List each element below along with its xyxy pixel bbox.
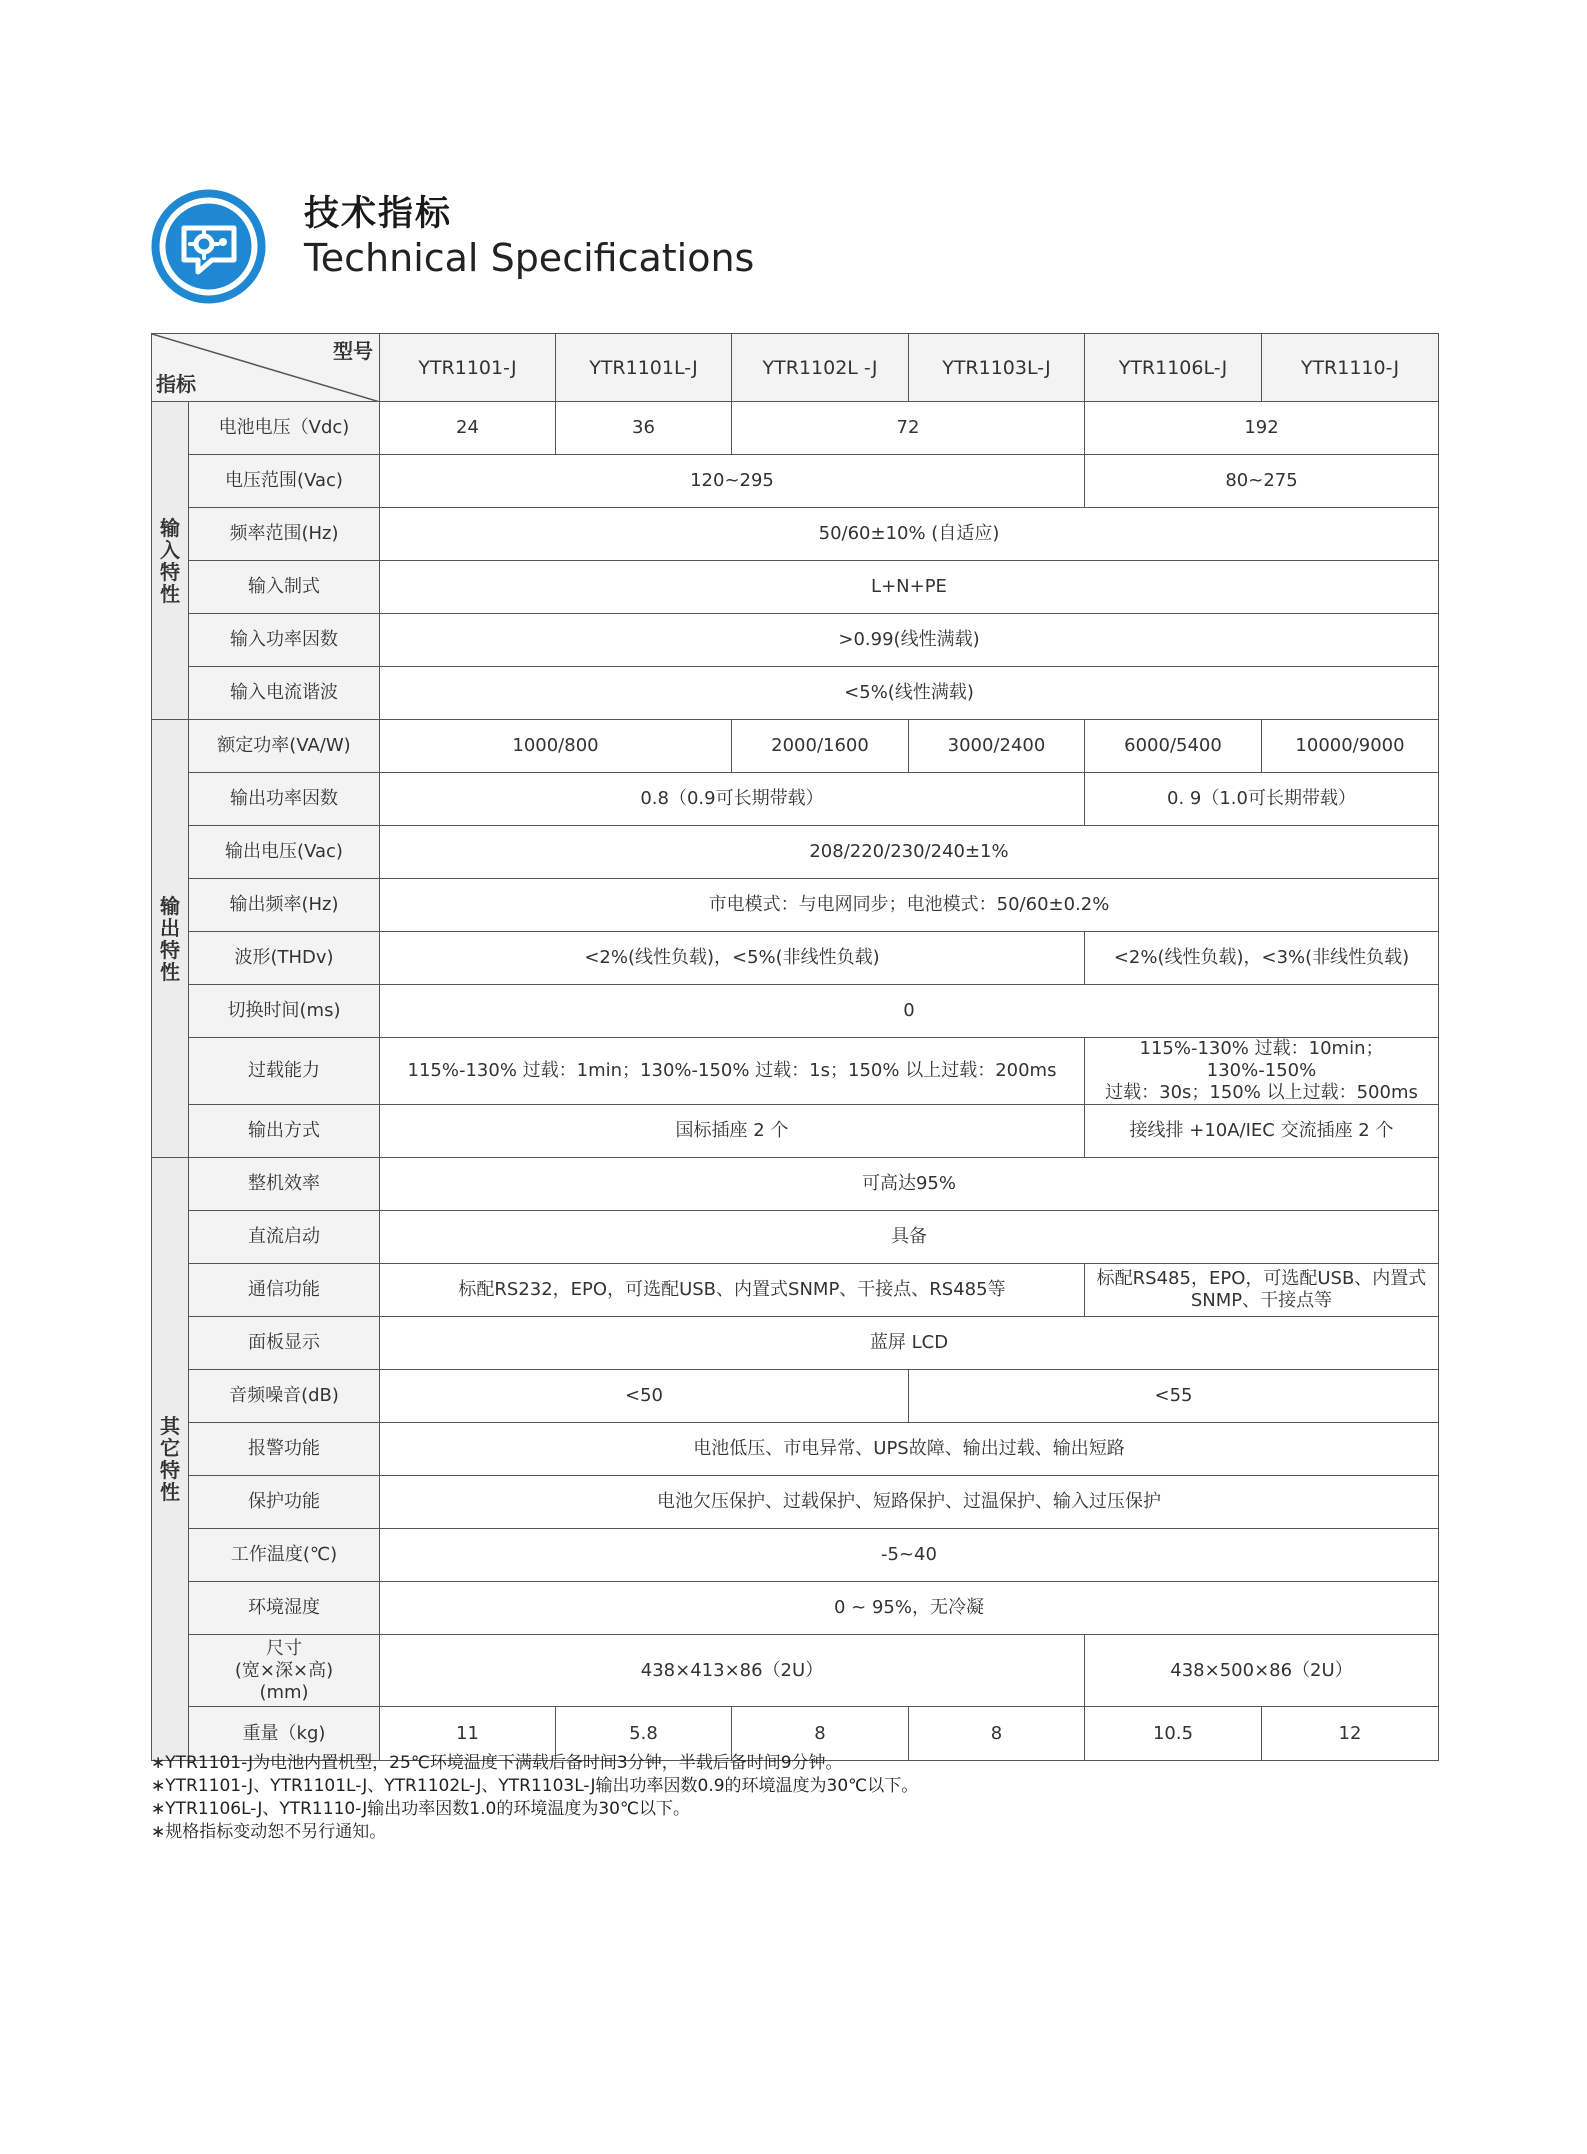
- row-label: 面板显示: [189, 1317, 380, 1370]
- row-label: 过载能力: [189, 1038, 380, 1105]
- footnote: ∗规格指标变动恕不另行通知。: [151, 1822, 387, 1842]
- table-cell: 3000/2400: [909, 720, 1085, 773]
- category-char: 特: [160, 937, 180, 962]
- cell-line: 过载：30s；150% 以上过载：500ms: [1105, 1082, 1418, 1103]
- category-char: 性: [160, 581, 180, 606]
- table-cell: 1000/800: [380, 720, 732, 773]
- table-cell: 电池欠压保护、过载保护、短路保护、过温保护、输入过压保护: [380, 1476, 1439, 1529]
- label-line: 尺寸: [266, 1637, 302, 1659]
- table-row: [152, 1105, 1439, 1158]
- table-cell: 国标插座 2 个: [380, 1105, 1085, 1158]
- table-cell: 50/60±10% (自适应): [380, 508, 1439, 561]
- model-header: YTR1110-J: [1262, 334, 1439, 402]
- group-other-label: [152, 1158, 189, 1761]
- category-char: 它: [160, 1436, 180, 1460]
- footnote: ∗YTR1101-J、YTR1101L-J、YTR1102L-J、YTR1103L-J输出功率因数0.9的环境温度为30℃以下。: [151, 1776, 919, 1796]
- group-output-label: [152, 720, 189, 1158]
- table-cell: 120~295: [380, 455, 1085, 508]
- category-char: 特: [160, 559, 180, 584]
- table-row: [152, 402, 1439, 455]
- table-header-row: [152, 334, 1439, 402]
- corner-cell: [152, 334, 380, 402]
- table-cell: <55: [909, 1370, 1439, 1423]
- table-cell: 0: [380, 985, 1439, 1038]
- cell-line: 标配RS485，EPO，可选配USB、内置式: [1096, 1268, 1427, 1289]
- table-row: [152, 879, 1439, 932]
- table-row: [152, 720, 1439, 773]
- table-cell: 6000/5400: [1085, 720, 1262, 773]
- spec-table: [151, 333, 1439, 1761]
- table-row: [152, 1423, 1439, 1476]
- table-row: [152, 1476, 1439, 1529]
- category-char: 性: [160, 1480, 180, 1504]
- model-header: YTR1101-J: [380, 334, 556, 402]
- table-cell: 10000/9000: [1262, 720, 1439, 773]
- table-row: [152, 1211, 1439, 1264]
- table-cell: 208/220/230/240±1%: [380, 826, 1439, 879]
- table-row: [152, 1264, 1439, 1317]
- table-row: [152, 508, 1439, 561]
- row-label: 重量（kg): [189, 1707, 380, 1761]
- table-cell: 可高达95%: [380, 1158, 1439, 1211]
- table-cell: 115%-130% 过载：1min；130%-150% 过载：1s；150% 以上过载：200ms: [380, 1038, 1085, 1105]
- table-row: [152, 1038, 1439, 1105]
- page-header: [150, 186, 1050, 306]
- table-row: [152, 1370, 1439, 1423]
- table-cell: 12: [1262, 1707, 1439, 1761]
- table-cell: >0.99(线性满载): [380, 614, 1439, 667]
- row-label: 输出电压(Vac): [189, 826, 380, 879]
- row-label: 直流启动: [189, 1211, 380, 1264]
- category-char: 输: [160, 893, 180, 918]
- table-cell: 5.8: [556, 1707, 732, 1761]
- row-label: 额定功率(VA/W): [189, 720, 380, 773]
- table-cell: <2%(线性负载)，<3%(非线性负载): [1085, 932, 1439, 985]
- table-row: [152, 1635, 1439, 1707]
- row-label: 波形(THDv): [189, 932, 380, 985]
- row-label: 环境湿度: [189, 1582, 380, 1635]
- row-label: 输出方式: [189, 1105, 380, 1158]
- model-header: YTR1102L -J: [732, 334, 909, 402]
- page-title-en: Technical Specifications: [304, 236, 755, 280]
- row-label: 保护功能: [189, 1476, 380, 1529]
- table-cell: [1085, 1264, 1439, 1317]
- table-cell: 80~275: [1085, 455, 1439, 508]
- settings-chat-icon: [150, 188, 267, 305]
- table-cell: 10.5: [1085, 1707, 1262, 1761]
- table-row: [152, 1582, 1439, 1635]
- table-cell: <2%(线性负载)，<5%(非线性负载): [380, 932, 1085, 985]
- table-cell: 438×500×86（2U）: [1085, 1635, 1439, 1707]
- table-row: [152, 1529, 1439, 1582]
- category-char: 出: [160, 915, 180, 940]
- model-header: YTR1106L-J: [1085, 334, 1262, 402]
- category-char: 其: [160, 1414, 180, 1438]
- category-char: 入: [160, 537, 180, 562]
- table-cell: 8: [909, 1707, 1085, 1761]
- table-cell: -5~40: [380, 1529, 1439, 1582]
- table-cell: 0 ~ 95%，无冷凝: [380, 1582, 1439, 1635]
- table-cell: 0. 9（1.0可长期带载）: [1085, 773, 1439, 826]
- table-row: [152, 1317, 1439, 1370]
- table-cell: 标配RS232，EPO，可选配USB、内置式SNMP、干接点、RS485等: [380, 1264, 1085, 1317]
- table-cell: 192: [1085, 402, 1439, 455]
- footnote: ∗YTR1106L-J、YTR1110-J输出功率因数1.0的环境温度为30℃以下。: [151, 1799, 691, 1819]
- footnote: ∗YTR1101-J为电池内置机型，25℃环境温度下满载后备时间3分钟，半载后备时间9分钟。: [151, 1753, 843, 1773]
- row-label: 整机效率: [189, 1158, 380, 1211]
- corner-label-index: 指标: [156, 372, 196, 396]
- row-label: 电池电压（Vdc): [189, 402, 380, 455]
- table-cell: 具备: [380, 1211, 1439, 1264]
- table-cell: 蓝屏 LCD: [380, 1317, 1439, 1370]
- row-label: 电压范围(Vac): [189, 455, 380, 508]
- table-row: [152, 1158, 1439, 1211]
- table-cell: 接线排 +10A/IEC 交流插座 2 个: [1085, 1105, 1439, 1158]
- table-row: [152, 932, 1439, 985]
- category-char: 特: [160, 1458, 180, 1482]
- row-label: 输入功率因数: [189, 614, 380, 667]
- row-label: 音频噪音(dB): [189, 1370, 380, 1423]
- table-row: [152, 667, 1439, 720]
- label-line: (宽×深×高): [234, 1659, 334, 1681]
- table-cell: 2000/1600: [732, 720, 909, 773]
- row-label: [189, 1635, 380, 1707]
- table-row: [152, 985, 1439, 1038]
- row-label: 切换时间(ms): [189, 985, 380, 1038]
- cell-line: 115%-130% 过载：10min；130%-150%: [1139, 1038, 1384, 1081]
- table-cell: <5%(线性满载): [380, 667, 1439, 720]
- label-line: (mm): [259, 1681, 309, 1703]
- row-label: 频率范围(Hz): [189, 508, 380, 561]
- table-cell: 11: [380, 1707, 556, 1761]
- group-input-label: [152, 402, 189, 720]
- table-cell: 0.8（0.9可长期带载）: [380, 773, 1085, 826]
- category-char: 性: [160, 959, 180, 984]
- footnotes: [151, 1752, 1451, 1844]
- cell-line: SNMP、干接点等: [1190, 1290, 1333, 1311]
- table-cell: 72: [732, 402, 1085, 455]
- page-title-cn: 技术指标: [304, 194, 453, 234]
- table-cell: <50: [380, 1370, 909, 1423]
- table-cell: [1085, 1038, 1439, 1105]
- table-row: [152, 773, 1439, 826]
- table-row: [152, 826, 1439, 879]
- table-cell: L+N+PE: [380, 561, 1439, 614]
- table-cell: 438×413×86（2U）: [380, 1635, 1085, 1707]
- model-header: YTR1103L-J: [909, 334, 1085, 402]
- table-row: [152, 455, 1439, 508]
- row-label: 输入电流谐波: [189, 667, 380, 720]
- row-label: 输出功率因数: [189, 773, 380, 826]
- row-label: 工作温度(℃): [189, 1529, 380, 1582]
- corner-label-model: 型号: [333, 339, 373, 363]
- table-row: [152, 614, 1439, 667]
- row-label: 通信功能: [189, 1264, 380, 1317]
- table-row: [152, 561, 1439, 614]
- row-label: 报警功能: [189, 1423, 380, 1476]
- table-cell: 市电模式：与电网同步；电池模式：50/60±0.2%: [380, 879, 1439, 932]
- table-cell: 电池低压、市电异常、UPS故障、输出过载、输出短路: [380, 1423, 1439, 1476]
- model-header: YTR1101L-J: [556, 334, 732, 402]
- category-char: 输: [160, 515, 180, 540]
- table-cell: 24: [380, 402, 556, 455]
- row-label: 输入制式: [189, 561, 380, 614]
- table-cell: 36: [556, 402, 732, 455]
- row-label: 输出频率(Hz): [189, 879, 380, 932]
- table-cell: 8: [732, 1707, 909, 1761]
